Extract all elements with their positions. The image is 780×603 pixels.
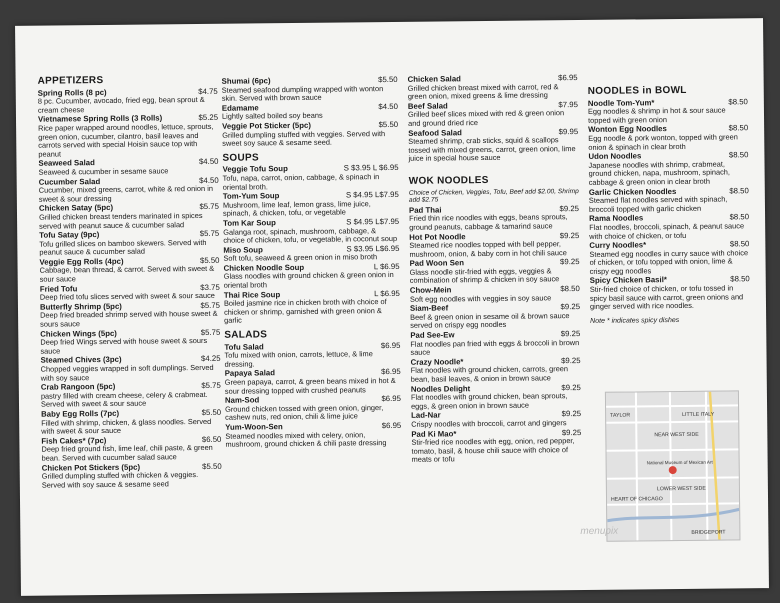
menu-item-price: $8.50	[730, 274, 750, 284]
menu-item-description: Tofu, napa, carrot, onion, cabbage, & spinach in oriental broth.	[222, 172, 380, 192]
menu-item-description: Deep fried breaded shrimp served with house sweet & sours sauce	[40, 309, 218, 329]
menu-item	[40, 302, 220, 330]
menu-item-description: Galanga root, spinach, mushroom, cabbage, & choice of chicken, tofu, or vegetable, in coconut soup	[223, 225, 398, 245]
menu-item-name: Noodle Tom-Yum*	[587, 97, 655, 108]
menu-item-name: Crazy Noodle*	[410, 357, 464, 367]
menu-item-price: $5.75	[199, 202, 219, 212]
menu-sheet	[15, 18, 769, 596]
menu-item-description: Grilled chicken breast tenders marinated in spices served with peanut sauce & cucumber salad	[38, 210, 203, 231]
menu-item-name: Pad See-Ew	[410, 330, 455, 340]
menu-item-price: $5.75	[201, 380, 221, 391]
menu-item	[223, 164, 399, 192]
menu-item-price: $5.75	[200, 300, 221, 310]
menu-item	[39, 176, 219, 204]
menu-item-price: $9.25	[560, 302, 581, 312]
menu-item-description: Glass noodle stir-fried with eggs, veggies & combination of shrimp & chicken in soy sauce	[409, 266, 560, 286]
menu-item-name: Pad Thai	[408, 205, 442, 215]
menu-item-price: $9.25	[560, 329, 581, 339]
salads-continued-list	[408, 74, 579, 164]
menu-item-description: Stir-fried choice of chicken, or tofu tossed in spicy basil sauce with carrot, green onions and ginger served with rice noodles.	[589, 283, 744, 312]
map-label-heart-of-chicago: HEART OF CHICAGO	[610, 496, 663, 503]
menu-item-name: Seafood Salad	[408, 127, 462, 138]
menu-column-4	[588, 80, 751, 326]
menu-item-price: L $6.95	[374, 288, 400, 298]
menu-column-3	[408, 74, 582, 466]
menu-item-name: Thai Rice Soup	[223, 289, 281, 300]
menu-item-price: $8.50	[729, 239, 750, 249]
menu-item-description: Flat noodles with ground chicken, bean sprouts, eggs, & green onion in brown sauce	[410, 391, 568, 411]
menu-item	[588, 98, 748, 125]
menu-item	[588, 125, 748, 152]
menu-item-price: $8.50	[729, 212, 750, 222]
menu-item-name: Siam-Beef	[409, 303, 449, 314]
appetizers-list	[38, 87, 222, 490]
menu-item-name: Wonton Egg Noodles	[588, 124, 667, 135]
menu-item	[39, 257, 219, 285]
menu-item	[222, 103, 398, 122]
menu-item-name: Udon Noodles	[588, 151, 642, 162]
menu-item-name: Tofu Satay (9pc)	[39, 230, 100, 240]
location-map[interactable]	[605, 390, 741, 541]
menu-item-name: Spicy Chicken Basil*	[589, 275, 667, 286]
menu-item	[588, 151, 748, 187]
menu-item-name: Baby Egg Rolls (7pc)	[41, 408, 120, 419]
menu-item-name: Seaweed Salad	[38, 158, 95, 169]
menu-item-name: Pad Ki Mao*	[411, 428, 457, 439]
map-graphic	[606, 391, 740, 540]
menu-item-name: Beef Salad	[407, 101, 448, 111]
menu-item-price: $5.25	[198, 113, 219, 123]
menu-item	[223, 191, 399, 219]
salads-list	[224, 342, 401, 450]
menu-item	[222, 121, 398, 149]
menu-column-2	[222, 76, 402, 451]
section-title-soups: SOUPS	[222, 152, 260, 164]
menu-item-description: Boiled jasmine rice in chicken broth with choice of chicken or shrimp, garnished with green onion & garlic	[223, 297, 387, 326]
menu-item	[410, 330, 580, 358]
menu-item-description: Seaweed & cucumber in sesame sauce	[38, 166, 169, 177]
menu-item-description: Deep fried ground fish, lime leaf, chili paste, & green bean. Served with cucumber salad sauce	[41, 443, 213, 463]
menu-item-description: Grilled dumpling stuffed with veggies. Served with sweet soy sauce & sesame seed.	[222, 128, 386, 148]
menu-item-name: Nam-Sod	[224, 395, 260, 405]
menu-item-description: Steamed flat noodles served with spinach, broccoli topped with garlic chicken	[588, 194, 728, 214]
map-label-near-west-side: NEAR WEST SIDE	[654, 431, 699, 439]
menu-item-description: Stir-fried rice noodles with egg, onion, red pepper, tomato, basil, & house chili sauce with choice of meats or tofu	[411, 436, 575, 465]
menu-item-description: Soft tofu, seaweed & green onion in miso broth	[223, 252, 378, 264]
menu-item-description: Lightly salted boiled soy beans	[221, 111, 323, 122]
menu-item-name: Tofu Salad	[224, 341, 264, 352]
menu-item-price: $9.25	[559, 203, 580, 213]
menu-item-description: Grilled beef slices mixed with red & green onion and ground dried rice	[407, 108, 565, 128]
menu-item	[225, 395, 401, 423]
menu-item-description: Steamed egg noodles in curry sauce with choice of chicken, or tofu topped with onion, lime & crispy egg noodles	[589, 247, 749, 276]
map-label-museum: National Museum of Mexican Art	[646, 459, 713, 466]
menu-column-1	[38, 70, 222, 491]
menu-item	[410, 258, 580, 286]
menu-item-description: pastry filled with cream cheese, celery & crabmeat. Served with sweet & sour sauce	[40, 389, 208, 410]
menu-item	[40, 328, 220, 356]
menu-item-price: $5.50	[202, 461, 222, 471]
menu-item-price: $5.50	[378, 119, 399, 130]
menu-item-price: S $3.95 L$6.95	[346, 243, 400, 254]
menu-item	[409, 232, 579, 260]
menu-item-name: Edamame	[221, 103, 259, 113]
menu-item-price: S $4.95 L$7.95	[345, 190, 399, 200]
menu-item-description: Egg noodles & shrimp in hot & sour sauce topped with green onion	[587, 105, 726, 125]
menu-item-description: Egg noodle & pork wonton, topped with green onion & spinach in clear broth	[588, 132, 738, 152]
menu-item-description: Rice paper wrapped around noodles, lettuce, sprouts, green onion, cucumber, cilantro, basil leaves and carrots served with special Hoisin sauce top with peanut	[38, 121, 214, 159]
map-label-lower-west-side: LOWER WEST SIDE	[656, 485, 706, 493]
menu-item-description: Grilled dumpling stuffed with chicken & veggies. Served with soy sauce & sesame seed	[41, 470, 199, 490]
appetizers-continued-list	[222, 76, 399, 149]
menu-item-description: Tofu mixed with onion, carrots, lettuce, & lime dressing.	[224, 349, 373, 369]
menu-item	[589, 240, 749, 276]
menu-item-price: $4.50	[199, 175, 219, 185]
menu-item-price: $4.50	[198, 157, 219, 167]
menu-item-price: $5.50	[201, 407, 222, 417]
menu-item-name: Chicken Noodle Soup	[223, 262, 305, 273]
menu-item-description: Beef & green onion in sesame oil & brown sauce served on crispy egg noodles	[410, 310, 570, 331]
menu-item	[589, 214, 749, 241]
menu-item-description: Flat noodles with ground chicken, carrots, green bean, basil leaves, & onion in brown sauce	[410, 364, 569, 384]
menu-item	[39, 230, 219, 258]
map-label-little-italy: LITTLE ITALY	[682, 411, 715, 418]
menu-item-description: Steamed shrimp, crab sticks, squid & scallops tossed with mixed greens, carrot, green onion, lime juice in special house sauce	[408, 135, 576, 164]
menu-item	[224, 263, 400, 291]
menu-item-description: Mushroom, lime leaf, lemon grass, lime juice, spinach, & chicken, tofu, or vegetable	[222, 198, 371, 219]
menu-item-description: Cucumber, mixed greens, carrot, white & red onion in sweet & sour dressing	[38, 183, 213, 204]
menu-item-price: $5.75	[199, 228, 220, 239]
menu-item-description: Cabbage, bean thread, & carrot. Served with sweet & sour sauce	[39, 264, 215, 284]
menu-item	[411, 429, 581, 465]
menu-item-name: Garlic Chicken Noodles	[588, 186, 677, 197]
menu-item-price: $9.25	[561, 409, 582, 419]
menu-item-name: Lad-Nar	[411, 410, 441, 421]
menu-item	[38, 87, 218, 115]
menu-item	[224, 290, 400, 326]
menu-item-description: Filled with shrimp, chicken, & glass noodles. Served with sweet & sour sauce	[41, 416, 212, 436]
menu-item-name: Chicken Salad	[407, 74, 461, 84]
menu-item-price: $6.95	[381, 394, 402, 404]
soups-list	[223, 164, 401, 326]
wok-noodles-list	[409, 205, 582, 465]
menu-item	[38, 114, 218, 159]
menu-item-price: $5.50	[199, 255, 220, 265]
menu-item-description: Fried thin rice noodles with eggs, beans sprouts, ground peanuts, cabbage & tamarind sauce	[409, 212, 568, 232]
menu-item	[41, 436, 221, 464]
menu-item-price: $9.25	[561, 355, 581, 366]
menu-item-name: Tom Kar Soup	[223, 218, 276, 228]
menu-item-price: $5.50	[378, 74, 398, 85]
menu-item-name: Crab Rangoon (5pc)	[40, 382, 116, 392]
menu-item-price: $4.75	[198, 86, 218, 96]
menu-item	[408, 74, 578, 102]
menu-item-price: $5.75	[200, 327, 221, 337]
section-title-salads: SALADS	[224, 329, 268, 341]
section-title-wok-noodles: WOK NOODLES	[408, 174, 489, 187]
menu-item-description: Soft egg noodles with veggies in soy sauce	[409, 292, 552, 304]
menu-item-name: Noodles Delight	[410, 383, 471, 394]
menu-item	[408, 101, 578, 129]
section-title-appetizers: APPETIZERS	[37, 75, 104, 87]
menu-item-description: Steamed rice noodles topped with bell pepper, mushroom, onion, & baby corn in hot chili sauce	[409, 239, 567, 259]
menu-item-name: Veggie Pot Sticker (5pc)	[222, 120, 311, 131]
menu-item-price: $7.95	[558, 99, 578, 110]
menu-item-name: Cucumber Salad	[38, 176, 101, 187]
menu-item	[409, 205, 579, 233]
menu-item-name: Spring Rolls (8 pc)	[37, 87, 107, 98]
menu-item	[224, 342, 400, 370]
menu-item-name: Hot Pot Noodle	[409, 231, 466, 242]
menu-item-price: $8.50	[729, 185, 749, 195]
menu-item-price: $8.50	[560, 284, 580, 294]
menu-item-price: $8.50	[728, 123, 749, 133]
menu-item-name: Veggie Egg Rolls (4pc)	[39, 256, 124, 267]
menu-item-name: Pad Woon Sen	[409, 258, 465, 269]
menu-item-name: Vietnamese Spring Rolls (3 Rolls)	[37, 113, 163, 125]
menu-item	[41, 355, 221, 383]
menu-item	[223, 245, 399, 264]
menu-item	[222, 76, 398, 104]
section-title-noodles-in-bowl: NOODLES in BOWL	[587, 84, 687, 97]
menu-item-name: Veggie Tofu Soup	[222, 164, 288, 175]
menu-item	[410, 303, 580, 331]
menu-item	[411, 357, 581, 385]
wok-noodles-note: Choice of Chicken, Veggies, Tofu, Beef add $2.00, Shrimp add $2.75	[408, 187, 579, 204]
menu-item-description: Grilled chicken breast mixed with carrot, red & green onion, mixed greens & lime dressing	[407, 81, 559, 102]
menu-item-price: $9.25	[559, 257, 580, 267]
menu-item-name: Yum-Woon-Sen	[225, 422, 283, 432]
menu-item-description: Deep fried tofu slices served with sweet & sour sauce	[39, 291, 215, 302]
menu-item-description: Flat noodles, broccoli, spinach, & peanut sauce with choice of chicken, or tofu	[589, 221, 745, 241]
map-label-bridgeport: BRIDGEPORT	[691, 529, 726, 536]
spicy-footnote: Note * indicates spicy dishes	[590, 316, 680, 325]
menu-item-name: Chicken Satay (5pc)	[38, 203, 114, 214]
menu-item-description: 8 pc. Cucumber, avocado, fried egg, bean sprout & cream cheese	[37, 95, 205, 115]
menu-item-price: $8.50	[728, 96, 748, 107]
menu-item-name: Steamed Chives (3pc)	[40, 355, 122, 366]
menu-item	[38, 158, 218, 177]
menu-item-name: Tom-Yum Soup	[222, 191, 280, 201]
menu-item	[225, 422, 401, 450]
menu-item-price: $6.95	[381, 367, 401, 377]
menu-item-description: Steamed seafood dumpling wrapped with wonton skin. Served with brown sauce	[221, 83, 384, 103]
menu-item-price: $4.50	[378, 101, 398, 111]
menu-item-price: $4.25	[200, 354, 221, 364]
menu-item	[411, 384, 581, 412]
menu-item-name: Fried Tofu	[39, 283, 78, 294]
menu-item-price: $9.25	[561, 382, 581, 392]
menu-item-description: Flat noodles pan fried with eggs & broccoli in brown sauce	[410, 337, 580, 358]
menu-item	[39, 203, 219, 231]
menu-item-name: Fish Cakes* (7pc)	[41, 435, 107, 446]
menu-item-description: Green papaya, carrot, & green beans mixed in hot & sour dressing topped with crushed peanuts	[224, 375, 396, 396]
menu-item-description: Tofu grilled slices on bamboo skewers. Served with peanut sauce & cucumber salad	[39, 237, 207, 257]
menu-item	[590, 276, 750, 312]
menu-item-price: $6.95	[381, 420, 402, 431]
menu-item-description: Japanese noodles with shrimp, crabmeat, ground chicken, napa, mushroom, spinach, cabbage & green onion in clear broth	[588, 159, 730, 187]
menu-item-description: Crispy noodles with broccoli, carrot and gingers	[411, 418, 567, 429]
noodles-in-bowl-list	[588, 98, 750, 312]
menu-item-name: Miso Soup	[223, 245, 263, 255]
map-label-taylor: TAYLOR	[610, 412, 631, 419]
menu-item-name: Papaya Salad	[224, 368, 276, 379]
menu-item-price: S $4.95 L$7.95	[346, 216, 400, 227]
menu-item	[408, 128, 578, 164]
menu-item-price: $9.95	[558, 126, 579, 136]
menu-item-description: Glass noodles with ground chicken & green onion in oriental broth	[223, 270, 394, 290]
menu-item-name: Rama Noodles	[589, 213, 644, 224]
menu-item-description: Ground chicken tossed with green onion, ginger, cashew nuts, red onion, chili & lime juice	[225, 402, 384, 423]
menu-item-description: Deep fried Wings served with house sweet & sours sauce	[40, 336, 208, 356]
menu-item-name: Chicken Pot Stickers (5pc)	[41, 462, 141, 473]
menu-item-name: Chow-Mein	[409, 285, 452, 295]
menu-item	[589, 187, 749, 214]
menu-item-description: Steamed noodles mixed with celery, onion, mushroom, ground chicken & chili paste dressing	[225, 429, 387, 449]
menu-item	[42, 462, 222, 490]
menu-item-name: Curry Noodles*	[589, 240, 647, 251]
menu-item-price: S $3.95 L $6.95	[343, 163, 399, 173]
menu-item-name: Chicken Wings (5pc)	[40, 328, 117, 339]
menu-item	[223, 218, 399, 246]
menu-item-price: $3.75	[200, 282, 220, 292]
menu-item-price: $6.95	[558, 73, 578, 83]
menu-item-price: L $6.95	[373, 261, 400, 272]
menu-item	[225, 368, 401, 396]
menu-item	[411, 410, 581, 429]
menu-item	[41, 409, 221, 437]
menu-item-price: $6.50	[201, 434, 222, 444]
menu-item-price: $8.50	[728, 150, 749, 160]
menu-item	[41, 382, 221, 410]
menu-item-price: $9.25	[561, 427, 582, 437]
menu-item-name: Shumai (6pc)	[221, 76, 271, 86]
menu-item-price: $6.95	[380, 340, 401, 350]
menu-item-description: Chopped veggies wrapped in soft dumplings. Served with soy sauce	[40, 362, 214, 383]
menu-item-price: $9.25	[559, 230, 580, 240]
watermark: menupix	[580, 525, 619, 538]
menu-item	[410, 285, 580, 304]
menu-item	[40, 283, 220, 302]
menu-item-name: Butterfly Shrimp (5pc)	[39, 301, 122, 312]
